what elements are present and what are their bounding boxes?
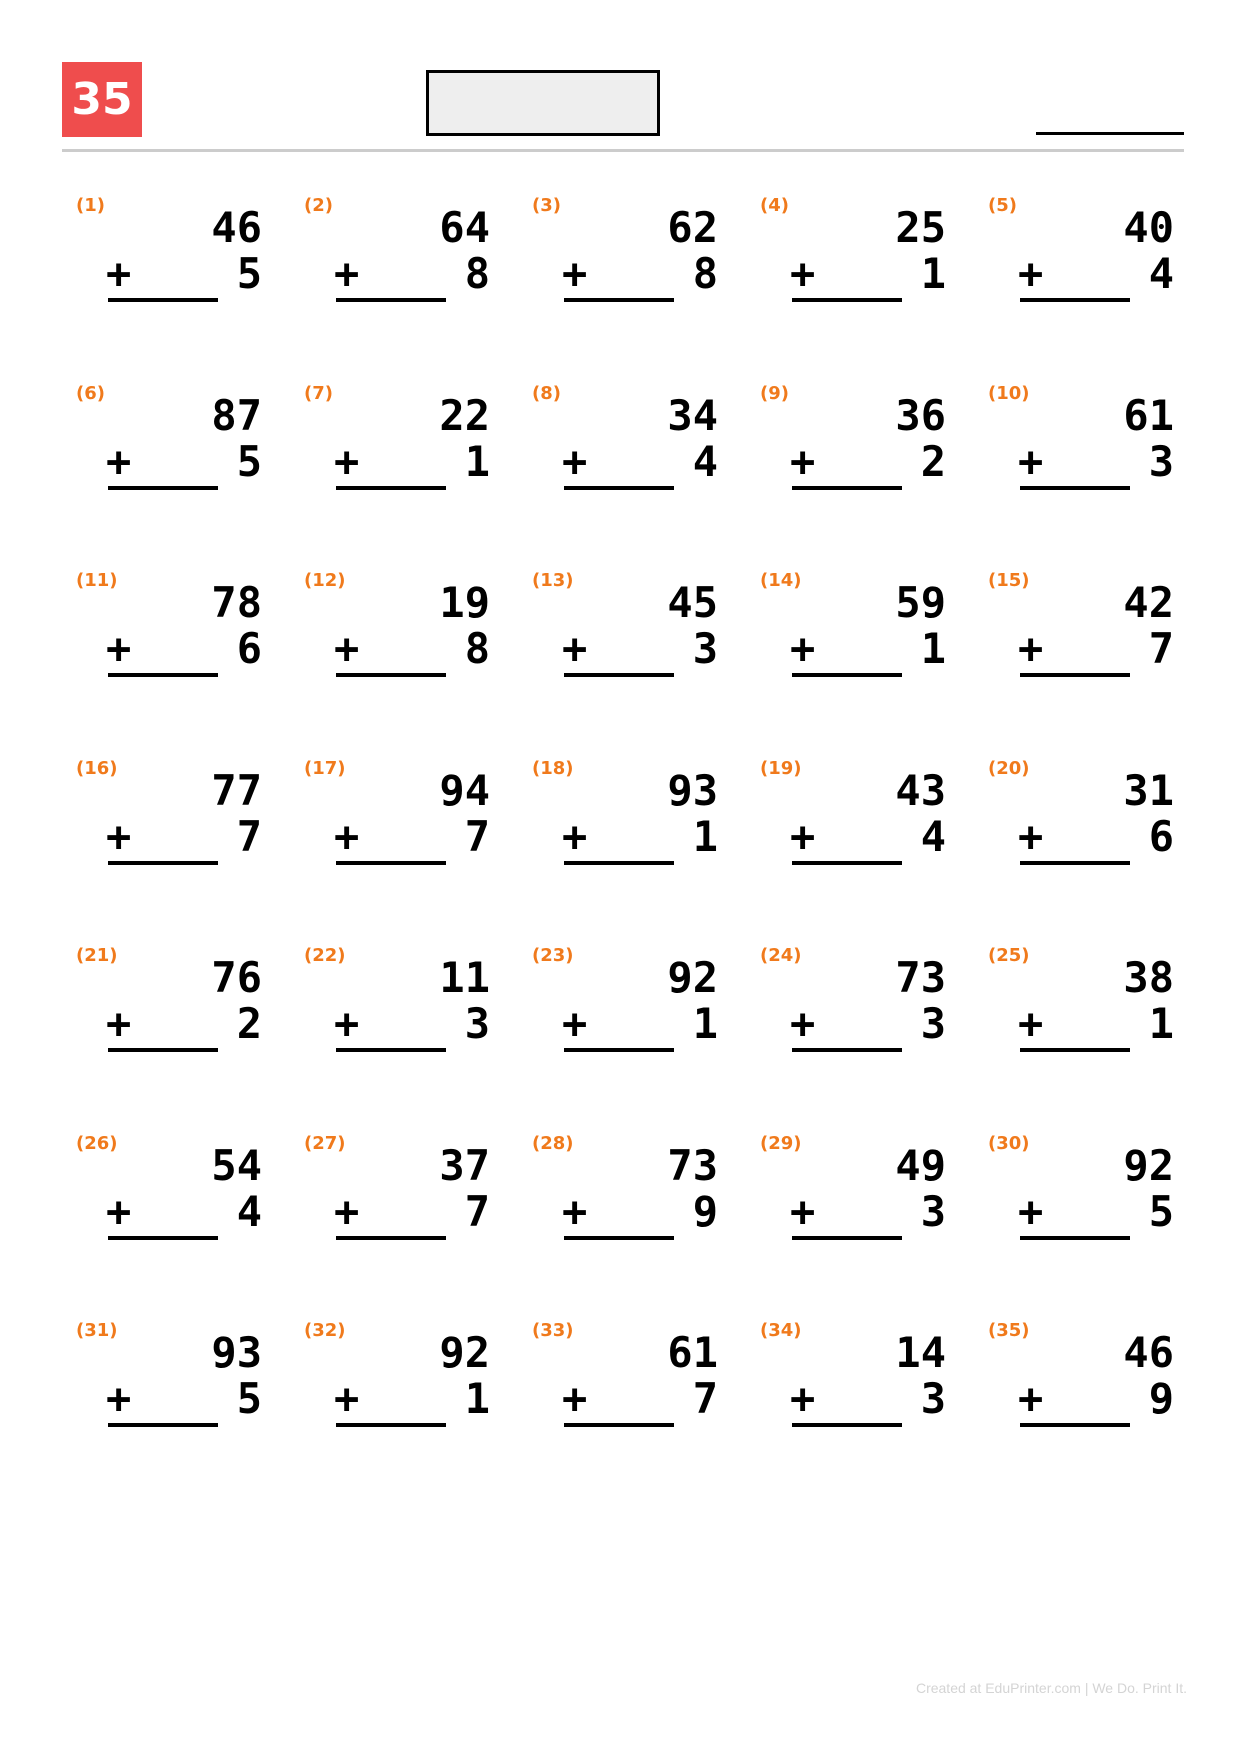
top-operand: 64: [439, 203, 490, 252]
problem-item: [974, 383, 1174, 503]
operator-sign: +: [790, 249, 816, 298]
operator-sign: +: [562, 811, 588, 861]
answer-line: [336, 861, 446, 865]
bottom-operand: 4: [692, 436, 718, 486]
operator-sign: +: [562, 999, 588, 1048]
bottom-operand: 1: [464, 436, 490, 486]
operator-sign: +: [106, 1186, 132, 1236]
answer-line: [108, 1048, 218, 1052]
operator-sign: +: [1018, 624, 1044, 673]
operator-sign: +: [1018, 436, 1044, 486]
operator-sign: +: [1018, 999, 1044, 1048]
top-operand: 25: [895, 203, 946, 252]
top-operand: 76: [211, 953, 262, 1002]
top-operand: 59: [895, 578, 946, 627]
bottom-operand: 4: [1148, 249, 1174, 298]
problem-item: [62, 1320, 262, 1440]
problem-item: [290, 383, 490, 503]
bottom-operand: 3: [464, 999, 490, 1048]
answer-line: [792, 1236, 902, 1240]
top-operand: 38: [1123, 953, 1174, 1002]
top-operand: 92: [667, 953, 718, 1002]
bottom-operand: 2: [236, 999, 262, 1048]
problem-number: (13): [532, 570, 574, 591]
operator-sign: +: [562, 436, 588, 486]
answer-line: [336, 298, 446, 302]
answer-line: [1020, 1048, 1130, 1052]
top-operand: 11: [439, 953, 490, 1002]
top-operand: 78: [211, 578, 262, 627]
problem-item: [746, 195, 946, 315]
answer-line: [336, 1048, 446, 1052]
answer-line: [108, 1423, 218, 1427]
footer-credit: Created at EduPrinter.com | We Do. Print It.: [915, 1680, 1187, 1696]
problem-item: [290, 195, 490, 315]
top-operand: 62: [667, 203, 718, 252]
bottom-operand: 7: [464, 1186, 490, 1236]
problem-number: (17): [304, 757, 346, 779]
problem-item: [518, 383, 718, 503]
top-operand: 92: [439, 1328, 490, 1377]
operator-sign: +: [106, 249, 132, 298]
bottom-operand: 1: [464, 1374, 490, 1423]
problem-number: (16): [76, 757, 118, 779]
answer-line: [336, 1423, 446, 1427]
top-operand: 73: [667, 1140, 718, 1190]
top-operand: 42: [1123, 578, 1174, 627]
bottom-operand: 6: [1148, 811, 1174, 861]
answer-line: [336, 673, 446, 677]
problem-item: [290, 1133, 490, 1253]
problem-number: (31): [76, 1320, 118, 1341]
operator-sign: +: [106, 624, 132, 673]
answer-line: [792, 673, 902, 677]
problem-item: [974, 570, 1174, 690]
answer-line: [108, 486, 218, 490]
bottom-operand: 8: [464, 249, 490, 298]
problem-number: (3): [532, 195, 561, 216]
top-operand: 49: [895, 1140, 946, 1190]
problem-item: [518, 945, 718, 1065]
bottom-operand: 6: [236, 624, 262, 673]
answer-line: [564, 1236, 674, 1240]
operator-sign: +: [562, 249, 588, 298]
answer-line: [336, 486, 446, 490]
problem-item: [974, 1133, 1174, 1253]
operator-sign: +: [1018, 249, 1044, 298]
answer-line: [792, 1048, 902, 1052]
top-operand: 14: [895, 1328, 946, 1377]
operator-sign: +: [334, 811, 360, 861]
bottom-operand: 7: [692, 1374, 718, 1423]
problem-number: (1): [76, 195, 105, 216]
operator-sign: +: [790, 999, 816, 1048]
bottom-operand: 8: [692, 249, 718, 298]
answer-line: [1020, 486, 1130, 490]
problem-item: [746, 1320, 946, 1440]
top-operand: 46: [211, 203, 262, 252]
operator-sign: +: [106, 436, 132, 486]
problem-item: [746, 1133, 946, 1253]
problem-number: (25): [988, 945, 1030, 966]
name-box: [426, 70, 660, 136]
problem-number: (28): [532, 1132, 574, 1154]
problem-item: [290, 570, 490, 690]
problem-item: [974, 758, 1174, 878]
bottom-operand: 3: [920, 1186, 946, 1236]
operator-sign: +: [1018, 1374, 1044, 1423]
problem-item: [518, 570, 718, 690]
problem-item: [746, 570, 946, 690]
operator-sign: +: [562, 1186, 588, 1236]
problem-item: [62, 945, 262, 1065]
problem-number: (18): [532, 757, 574, 779]
operator-sign: +: [334, 1186, 360, 1236]
operator-sign: +: [334, 436, 360, 486]
bottom-operand: 7: [236, 811, 262, 861]
operator-sign: +: [790, 811, 816, 861]
operator-sign: +: [562, 1374, 588, 1423]
bottom-operand: 9: [1148, 1374, 1174, 1423]
bottom-operand: 1: [920, 624, 946, 673]
answer-line: [1020, 298, 1130, 302]
operator-sign: +: [334, 624, 360, 673]
answer-line: [564, 486, 674, 490]
problem-count-badge: 35: [62, 62, 142, 137]
bottom-operand: 1: [920, 249, 946, 298]
problem-item: [518, 195, 718, 315]
problem-number: (35): [988, 1320, 1030, 1341]
operator-sign: +: [790, 624, 816, 673]
top-operand: 92: [1123, 1140, 1174, 1190]
operator-sign: +: [1018, 811, 1044, 861]
top-operand: 19: [439, 578, 490, 627]
top-operand: 36: [895, 390, 946, 440]
problem-number: (8): [532, 382, 561, 404]
bottom-operand: 1: [1148, 999, 1174, 1048]
bottom-operand: 3: [692, 624, 718, 673]
problem-number: (7): [304, 382, 333, 404]
problem-number: (30): [988, 1132, 1030, 1154]
problem-number: (33): [532, 1320, 574, 1341]
answer-line: [792, 486, 902, 490]
top-operand: 94: [439, 765, 490, 815]
top-operand: 87: [211, 390, 262, 440]
problem-number: (11): [76, 570, 118, 591]
problem-number: (15): [988, 570, 1030, 591]
bottom-operand: 8: [464, 624, 490, 673]
bottom-operand: 4: [236, 1186, 262, 1236]
problem-item: [974, 1320, 1174, 1440]
answer-line: [792, 298, 902, 302]
problem-number: (21): [76, 945, 118, 966]
operator-sign: +: [790, 1374, 816, 1423]
top-operand: 61: [667, 1328, 718, 1377]
top-operand: 54: [211, 1140, 262, 1190]
bottom-operand: 3: [920, 1374, 946, 1423]
problem-number: (10): [988, 382, 1030, 404]
problem-item: [746, 945, 946, 1065]
top-operand: 34: [667, 390, 718, 440]
answer-line: [1020, 861, 1130, 865]
operator-sign: +: [790, 436, 816, 486]
bottom-operand: 3: [920, 999, 946, 1048]
top-operand: 43: [895, 765, 946, 815]
problem-number: (22): [304, 945, 346, 966]
problem-item: [290, 1320, 490, 1440]
problem-item: [62, 758, 262, 878]
answer-line: [1020, 1236, 1130, 1240]
problem-item: [746, 758, 946, 878]
operator-sign: +: [1018, 1186, 1044, 1236]
problem-number: (4): [760, 195, 789, 216]
problem-number: (26): [76, 1132, 118, 1154]
problem-item: [62, 195, 262, 315]
problem-number: (34): [760, 1320, 802, 1341]
top-operand: 22: [439, 390, 490, 440]
bottom-operand: 5: [1148, 1186, 1174, 1236]
bottom-operand: 7: [464, 811, 490, 861]
operator-sign: +: [106, 999, 132, 1048]
problem-number: (20): [988, 757, 1030, 779]
score-line: [1036, 132, 1184, 135]
answer-line: [108, 298, 218, 302]
answer-line: [564, 861, 674, 865]
problem-item: [290, 758, 490, 878]
answer-line: [108, 861, 218, 865]
answer-line: [564, 1048, 674, 1052]
problem-number: (23): [532, 945, 574, 966]
problem-number: (27): [304, 1132, 346, 1154]
top-operand: 61: [1123, 390, 1174, 440]
problem-item: [518, 1133, 718, 1253]
top-operand: 77: [211, 765, 262, 815]
problem-number: (5): [988, 195, 1017, 216]
problem-item: [746, 383, 946, 503]
problem-item: [974, 195, 1174, 315]
problem-item: [62, 1133, 262, 1253]
top-operand: 37: [439, 1140, 490, 1190]
problem-number: (24): [760, 945, 802, 966]
answer-line: [564, 1423, 674, 1427]
problem-number: (12): [304, 570, 346, 591]
operator-sign: +: [790, 1186, 816, 1236]
answer-line: [792, 861, 902, 865]
operator-sign: +: [334, 249, 360, 298]
bottom-operand: 1: [692, 811, 718, 861]
bottom-operand: 5: [236, 1374, 262, 1423]
bottom-operand: 1: [692, 999, 718, 1048]
operator-sign: +: [334, 1374, 360, 1423]
top-operand: 46: [1123, 1328, 1174, 1377]
answer-line: [108, 1236, 218, 1240]
bottom-operand: 9: [692, 1186, 718, 1236]
answer-line: [336, 1236, 446, 1240]
header-divider: [62, 149, 1184, 152]
bottom-operand: 5: [236, 249, 262, 298]
problem-number: (29): [760, 1132, 802, 1154]
problem-number: (19): [760, 757, 802, 779]
problem-item: [518, 758, 718, 878]
top-operand: 73: [895, 953, 946, 1002]
problem-item: [518, 1320, 718, 1440]
problem-item: [290, 945, 490, 1065]
answer-line: [108, 673, 218, 677]
answer-line: [792, 1423, 902, 1427]
bottom-operand: 4: [920, 811, 946, 861]
problem-number: (9): [760, 382, 789, 404]
operator-sign: +: [334, 999, 360, 1048]
top-operand: 31: [1123, 765, 1174, 815]
problem-number: (14): [760, 570, 802, 591]
bottom-operand: 2: [920, 436, 946, 486]
answer-line: [564, 298, 674, 302]
top-operand: 45: [667, 578, 718, 627]
answer-line: [564, 673, 674, 677]
answer-line: [1020, 673, 1130, 677]
bottom-operand: 7: [1148, 624, 1174, 673]
top-operand: 93: [667, 765, 718, 815]
problem-number: (32): [304, 1320, 346, 1341]
problem-number: (2): [304, 195, 333, 216]
problem-item: [974, 945, 1174, 1065]
bottom-operand: 5: [236, 436, 262, 486]
answer-line: [1020, 1423, 1130, 1427]
operator-sign: +: [106, 811, 132, 861]
operator-sign: +: [562, 624, 588, 673]
problem-item: [62, 570, 262, 690]
top-operand: 40: [1123, 203, 1174, 252]
top-operand: 93: [211, 1328, 262, 1377]
bottom-operand: 3: [1148, 436, 1174, 486]
operator-sign: +: [106, 1374, 132, 1423]
problem-number: (6): [76, 382, 105, 404]
problem-item: [62, 383, 262, 503]
